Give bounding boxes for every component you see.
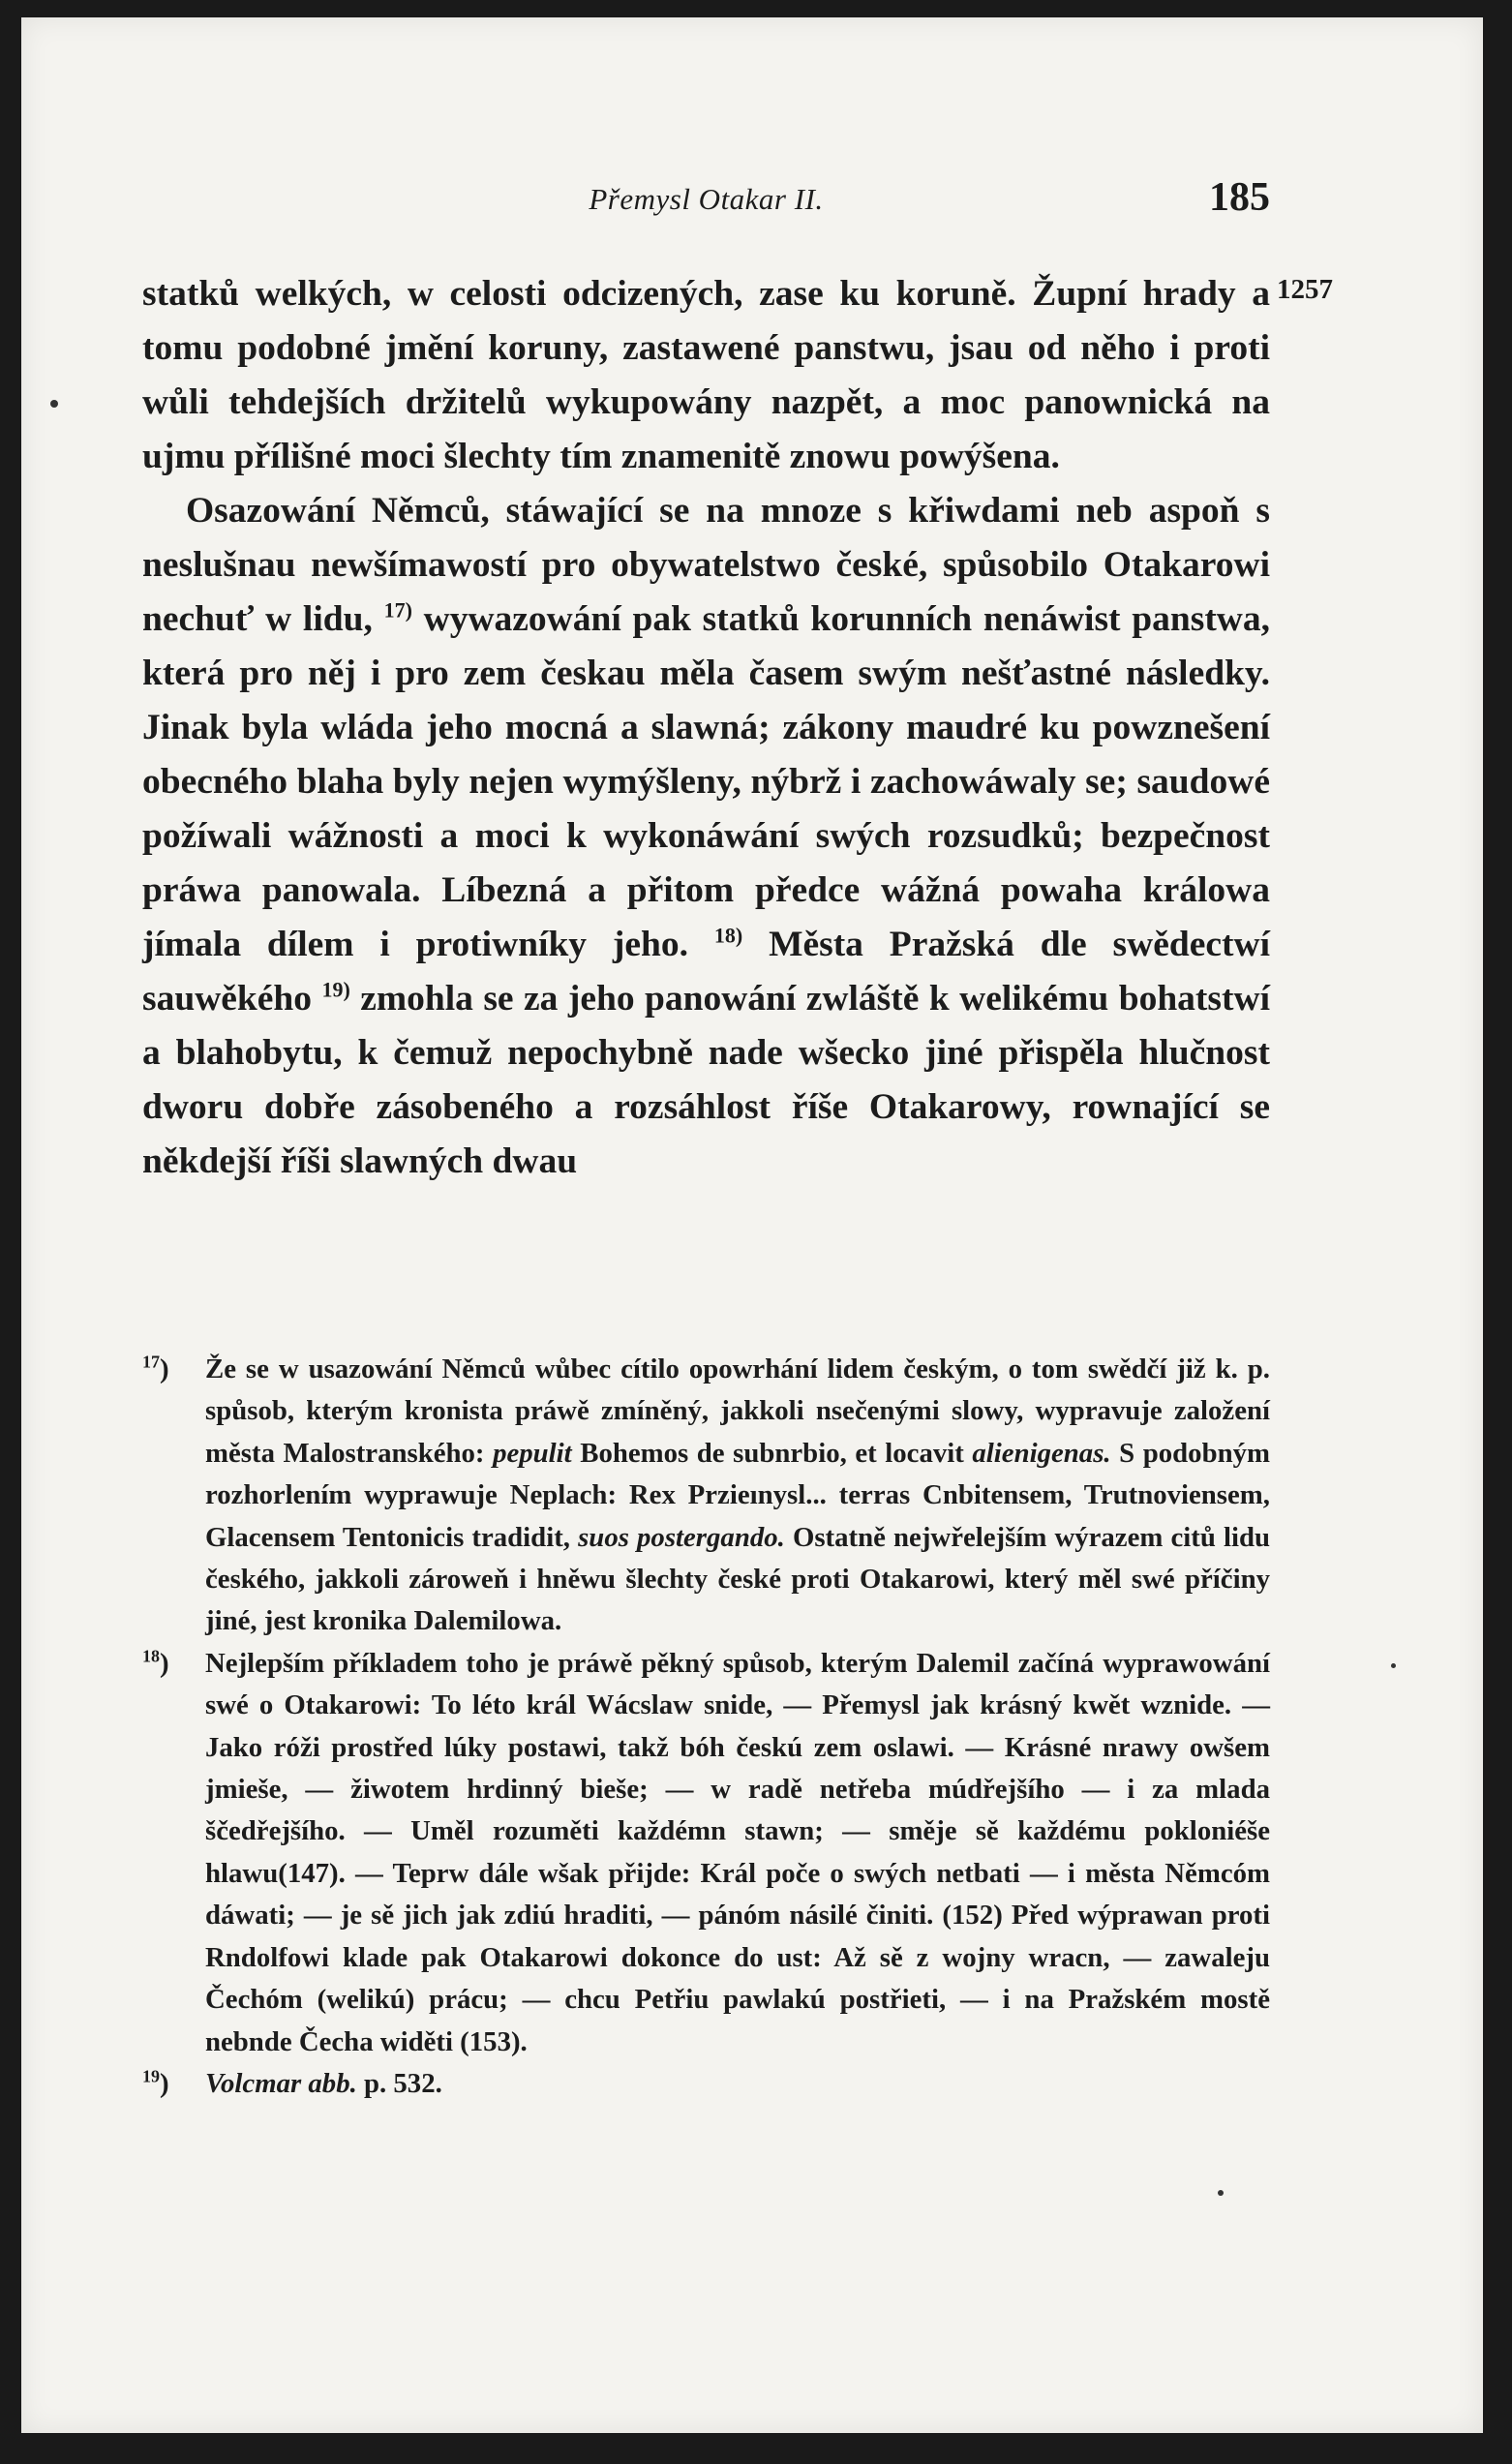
footnotes: [142, 1349, 1270, 2105]
page-number: 185: [1209, 175, 1270, 220]
book-page: [21, 17, 1483, 2433]
main-text: [142, 267, 1270, 1189]
print-speck: [1218, 2190, 1224, 2196]
footnote-marker: $^{18}$): [142, 1646, 169, 1679]
footnote-19: $^{19}$) Volcmar abb. p. 532.: [142, 2063, 1270, 2105]
paragraph-2-part-1: Osazowání Němců, stáwající se na mnoze s křiwdami neb aspoň s neslušnau newšímawostí pro obywatelstwo české, spůsobilo Otakarowi nechuť w lidu,: [142, 491, 1270, 639]
page-header: [142, 174, 1270, 232]
footnote-17: $^{17}$) Že se w usazowání Němců wůbec cítilo opowrhání lidem českým, o tom swědčí již k. p. spůsob, kterým kronista práwě zmíněný, jakkoli nsečenými slowy, wypravuje založení města Malostranského: pepulit Bohemos de subnrbio, et locavit alienigenas. S podobným rozhorlením wyprawuje Neplach: Rex Przieınysl... terras Cnbitensem, Trutnoviensem, Glacensem Tentonicis tradidit, suos postergando. Ostatně nejwřelejším wýrazem citů lidu českého, jakkoli zároweň i hněwu šlechty české proti Otakarowi, který měl swé příčiny jiné, jest kronika Dalemilowa.: [142, 1349, 1270, 1643]
paragraph-2-part-4: zmohla se za jeho panowání zwláště k welikému bohatstwí a blahobytu, k čemuž nepochybně nade wšecko jiné přispěla hlučnost dworu dobře zásobeného a rozsáhlost říše Otakarowy, rownající se někdejší říši slawných dwau: [142, 979, 1270, 1181]
footnote-ref-19: 19): [321, 977, 350, 1002]
print-speck: [50, 400, 58, 408]
footnote-marker: $^{19}$): [142, 2066, 169, 2099]
footnote-marker: $^{17}$): [142, 1352, 169, 1384]
running-title: Přemysl Otakar II.: [589, 182, 824, 216]
paragraph-2-part-3: Města Pražská dle swědectwí sauwěkého: [142, 925, 1270, 1019]
footnote-18: $^{18}$) Nejlepším příkladem toho je práwě pěkný spůsob, kterým Dalemil začíná wyprawowání swé o Otakarowi: To léto král Wácslaw snide, — Přemysl jak krásný kwět wznide. — Jako róži prostřed lúky postawi, takž bóh českú zem oslawi. — Krásné nrawy owšem jmieše, — žiwotem hrdinný bieše; — w radě netřeba múdřejšího — i za mlada ščedřejšího. — Uměl rozuměti každémn stawn; — směje sě každému pokloniéše hlawu(147). — Teprw dále wšak přijde: Král poče o swých netbati — i města Němcóm dáwati; — je sě jich jak zdiú hraditi, — pánóm násilé činiti. (152) Před wýprawan proti Rndolfowi klade pak Otakarowi dokonce do ust: Až sě z wojny wracn, — zawaleju Čechóm (welikú) prácu; — chcu Petřiu pawlakú postřieti, — i na Pražském mostě nebnde Čecha widěti (153).: [142, 1643, 1270, 2063]
margin-year: 1257: [1277, 274, 1333, 305]
footnote-ref-17: 17): [383, 597, 412, 623]
paragraph-1: statků welkých, w celosti odcizených, zase ku koruně. Župní hrady a tomu podobné jmění koruny, zastawené panstwu, jsau od něho i proti wůli tehdejších držitelů wykupowány nazpět, a moc panownická na ujmu přílišné moci šlechty tím znamenitě znowu powýšena.: [142, 274, 1270, 476]
paragraph-2-part-2: wywazowání pak statků korunních nenáwist panstwa, která pro něj i pro zem českau měla časem swým nešťastné následky. Jinak byla wláda jeho mocná a slawná; zákony maudré ku powznešení obecného blaha byly nejen wymýšleny, nýbrž i zachowáwaly se; saudowé požíwali wážnosti a moci k wykonáwání swých rozsudků; bezpečnost práwa panowala. Líbezná a přitom předce wážná powaha králowa jímala dílem i protiwníky jeho.: [142, 599, 1271, 964]
footnote-ref-18: 18): [713, 923, 743, 948]
print-speck: [1391, 1663, 1396, 1668]
paragraph-2: [142, 484, 1270, 1189]
